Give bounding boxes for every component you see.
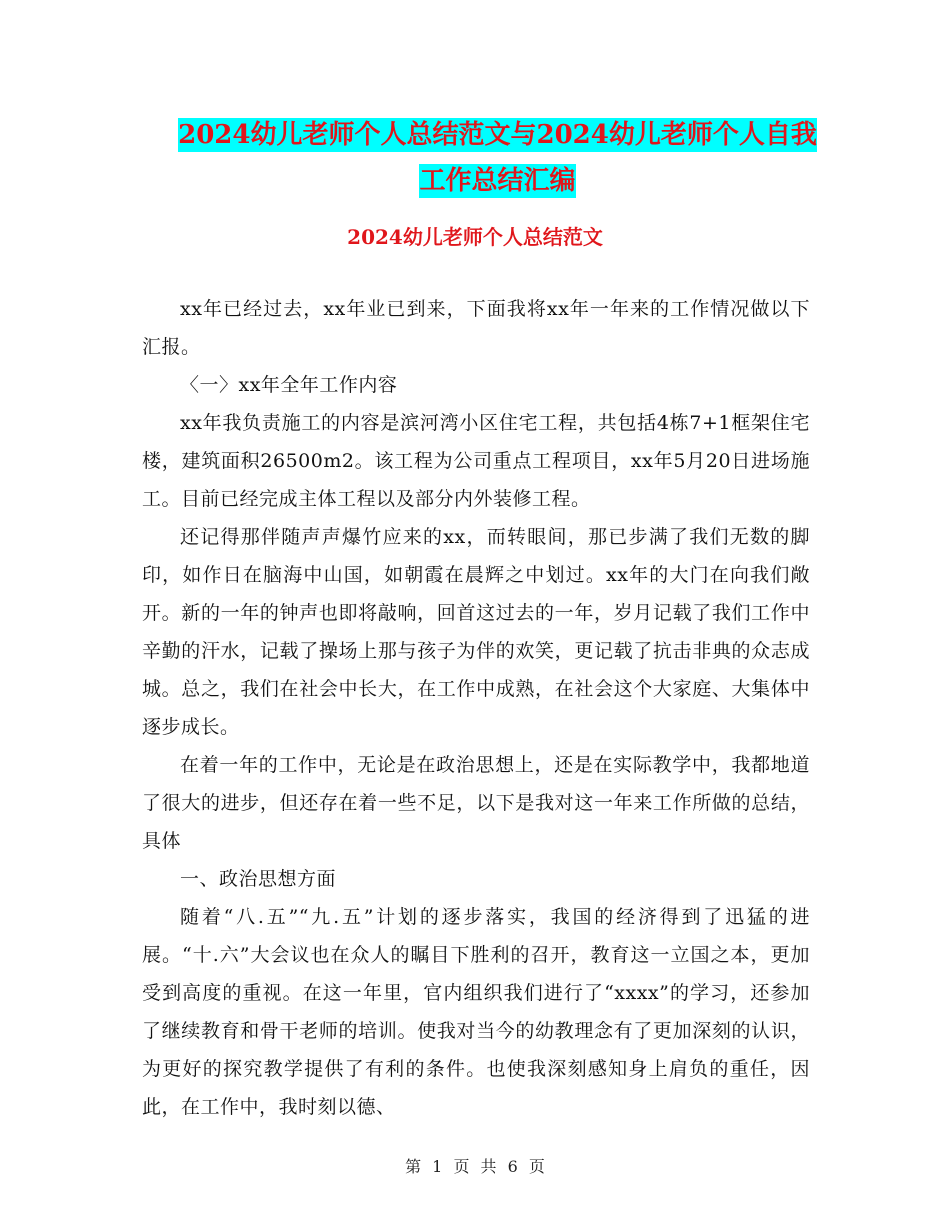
body-text (142, 290, 810, 1126)
paragraph-politics: 随着“八.五”“九.五”计划的逐步落实，我国的经济得到了迅猛的进展。“十.六”大会议也在众人的瞩目下胜利的召开，教育这一立国之本，更加受到高度的重视。在这一年里，官内组织我们进行了“xxxx”的学习，还参加了继续教育和骨干老师的培训。使我对当今的幼教理念有了更加深刻的认识，为更好的探究教学提供了有利的条件。也使我深刻感知身上肩负的重任，因此，在工作中，我时刻以德、 (142, 906, 810, 1118)
paragraph-summary-intro: 在着一年的工作中，无论是在政治思想上，还是在实际教学中，我都地道了很大的进步，但还存在着一些不足，以下是我对这一年来工作所做的总结，具体 (142, 754, 810, 852)
main-title-line-1: 2024幼儿老师个人总结范文与2024幼儿老师个人自我 (178, 120, 817, 150)
page-number: 第 1 页 共 6 页 (405, 1157, 545, 1176)
main-title (140, 112, 855, 204)
main-title-line-2: 工作总结汇编 (419, 166, 576, 196)
paragraph-heading-work-content: 〈一〉xx年全年工作内容 (180, 374, 398, 396)
paragraph-intro: xx年已经过去，xx年业已到来，下面我将xx年一年来的工作情况做以下汇报。 (142, 298, 810, 358)
paragraph-heading-politics: 一、政治思想方面 (180, 868, 337, 890)
paragraph-project: xx年我负责施工的内容是滨河湾小区住宅工程，共包括4栋7+1框架住宅楼，建筑面积26500m2。该工程为公司重点工程项目，xx年5月20日进场施工。目前已经完成主体工程以及部分内外装修工程。 (142, 412, 810, 510)
paragraph-memories: 还记得那伴随声声爆竹应来的xx，而转眼间，那已步满了我们无数的脚印，如作日在脑海中山国，如朝霞在晨辉之中划过。xx年的大门在向我们敞开。新的一年的钟声也即将敲响，回首这过去的一年，岁月记载了我们工作中辛勤的汗水，记载了操场上那与孩子为伴的欢笑，更记载了抗击非典的众志成城。总之，我们在社会中长大，在工作中成熟，在社会这个大家庭、大集体中逐步成长。 (142, 526, 810, 738)
section-title: 2024幼儿老师个人总结范文 (347, 225, 603, 249)
